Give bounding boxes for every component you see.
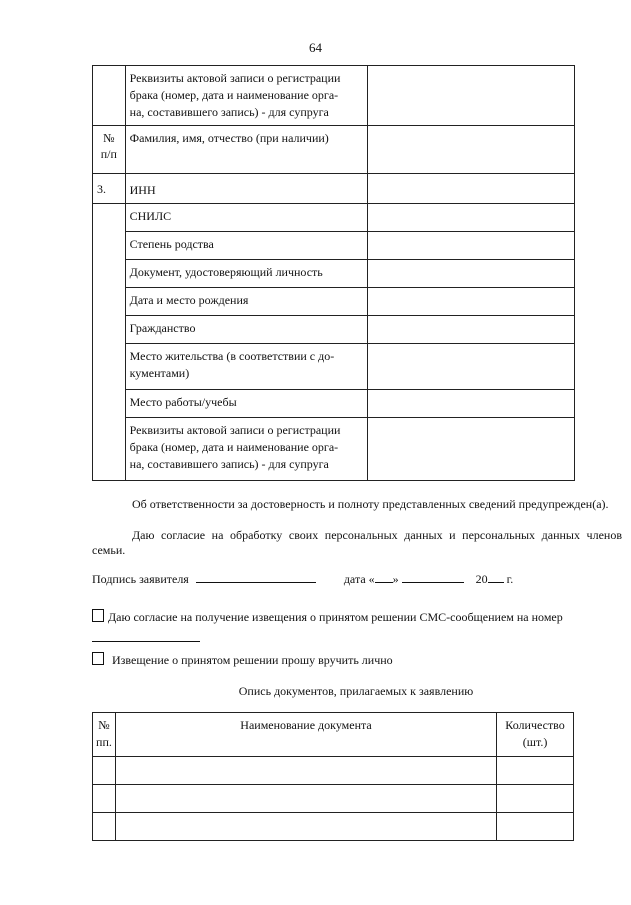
- column-header-quantity: Количество (шт.): [497, 713, 574, 757]
- column-header-document-name: Наименование документа: [115, 713, 496, 757]
- row-label: Фамилия, имя, отчество (при наличии): [125, 126, 367, 174]
- table-row: [93, 344, 575, 390]
- family-member-table: [92, 65, 575, 481]
- value-cell[interactable]: [367, 390, 574, 418]
- table-row: [93, 390, 575, 418]
- row-label: Степень родства: [125, 232, 367, 260]
- date-month-field[interactable]: [402, 571, 464, 583]
- inventory-caption: Опись документов, прилагаемых к заявлению: [238, 684, 474, 698]
- value-cell[interactable]: [367, 232, 574, 260]
- row-label: Гражданство: [125, 316, 367, 344]
- table-row: [93, 260, 575, 288]
- date-day-field[interactable]: [375, 571, 393, 583]
- row-label: ИНН: [125, 174, 367, 204]
- row-number-cell: [93, 66, 126, 126]
- sms-consent-checkbox[interactable]: [92, 609, 104, 622]
- number-cell[interactable]: [93, 813, 116, 841]
- quantity-cell[interactable]: [497, 785, 574, 813]
- table-row: [93, 316, 575, 344]
- value-cell[interactable]: [367, 316, 574, 344]
- row-label: СНИЛС: [125, 204, 367, 232]
- row-label: Дата и место рождения: [125, 288, 367, 316]
- row-label: Место работы/учебы: [125, 390, 367, 418]
- table-row: [93, 813, 574, 841]
- table-row: [93, 174, 575, 204]
- column-header-number: № пп.: [93, 713, 116, 757]
- quantity-cell[interactable]: [497, 757, 574, 785]
- table-row: [93, 126, 575, 174]
- row-number-cell: [93, 260, 126, 288]
- row-number-cell: [93, 288, 126, 316]
- sms-consent-row: [92, 609, 563, 625]
- signature-field[interactable]: [196, 571, 316, 583]
- responsibility-statement: Об ответственности за достоверность и полноту представленных сведений предупрежден(а).: [132, 497, 609, 511]
- year-suffix: г.: [506, 572, 514, 586]
- number-cell[interactable]: [93, 757, 116, 785]
- signature-label: Подпись заявителя: [92, 572, 189, 586]
- value-cell[interactable]: [367, 288, 574, 316]
- row-label: Место жительства (в соответствии с до- кументами): [125, 344, 367, 390]
- table-row: [93, 418, 575, 481]
- personal-delivery-checkbox[interactable]: [92, 652, 104, 665]
- number-cell[interactable]: [93, 785, 116, 813]
- date-label: дата «: [343, 572, 375, 586]
- signature-line: [92, 571, 513, 587]
- phone-number-field[interactable]: [92, 641, 200, 642]
- document-name-cell[interactable]: [115, 757, 496, 785]
- row-number-header: № п/п: [93, 126, 126, 174]
- row-number-cell: [93, 418, 126, 481]
- consent-statement: Даю согласие на обработку своих персональных данных и персональных данных членов семьи.: [92, 528, 622, 557]
- value-cell[interactable]: [367, 66, 574, 126]
- date-close: »: [392, 572, 399, 586]
- table-row: [93, 288, 575, 316]
- page-number: 64: [309, 40, 322, 55]
- table-row: [93, 204, 575, 232]
- row-label: Реквизиты актовой записи о регистрации брака (номер, дата и наименование орга- на, составившего запись) - для супруга: [125, 66, 367, 126]
- document-name-cell[interactable]: [115, 785, 496, 813]
- quantity-cell[interactable]: [497, 813, 574, 841]
- row-number-cell: [93, 390, 126, 418]
- personal-delivery-label: Извещение о принятом решении прошу вручить лично: [112, 653, 393, 667]
- value-cell[interactable]: [367, 126, 574, 174]
- table-row: [93, 232, 575, 260]
- table-row: [93, 785, 574, 813]
- value-cell[interactable]: [367, 204, 574, 232]
- value-cell[interactable]: [367, 260, 574, 288]
- year-prefix: 20: [475, 572, 488, 586]
- date-year-field[interactable]: [488, 571, 504, 583]
- row-number-cell: [93, 232, 126, 260]
- row-number-cell: [93, 344, 126, 390]
- row-number-cell: [93, 204, 126, 232]
- row-number-cell: 3.: [93, 174, 126, 204]
- document-name-cell[interactable]: [115, 813, 496, 841]
- documents-inventory-table: [92, 712, 574, 841]
- value-cell[interactable]: [367, 344, 574, 390]
- table-row: [93, 66, 575, 126]
- row-number-cell: [93, 316, 126, 344]
- row-label: Документ, удостоверяющий личность: [125, 260, 367, 288]
- table-row: [93, 757, 574, 785]
- value-cell[interactable]: [367, 174, 574, 204]
- personal-delivery-row: [92, 652, 393, 668]
- row-label: Реквизиты актовой записи о регистрации брака (номер, дата и наименование орга- на, составившего запись) - для супруга: [125, 418, 367, 481]
- value-cell[interactable]: [367, 418, 574, 481]
- table-header-row: [93, 713, 574, 757]
- sms-consent-label: Даю согласие на получение извещения о принятом решении СМС-сообщением на номер: [108, 610, 563, 624]
